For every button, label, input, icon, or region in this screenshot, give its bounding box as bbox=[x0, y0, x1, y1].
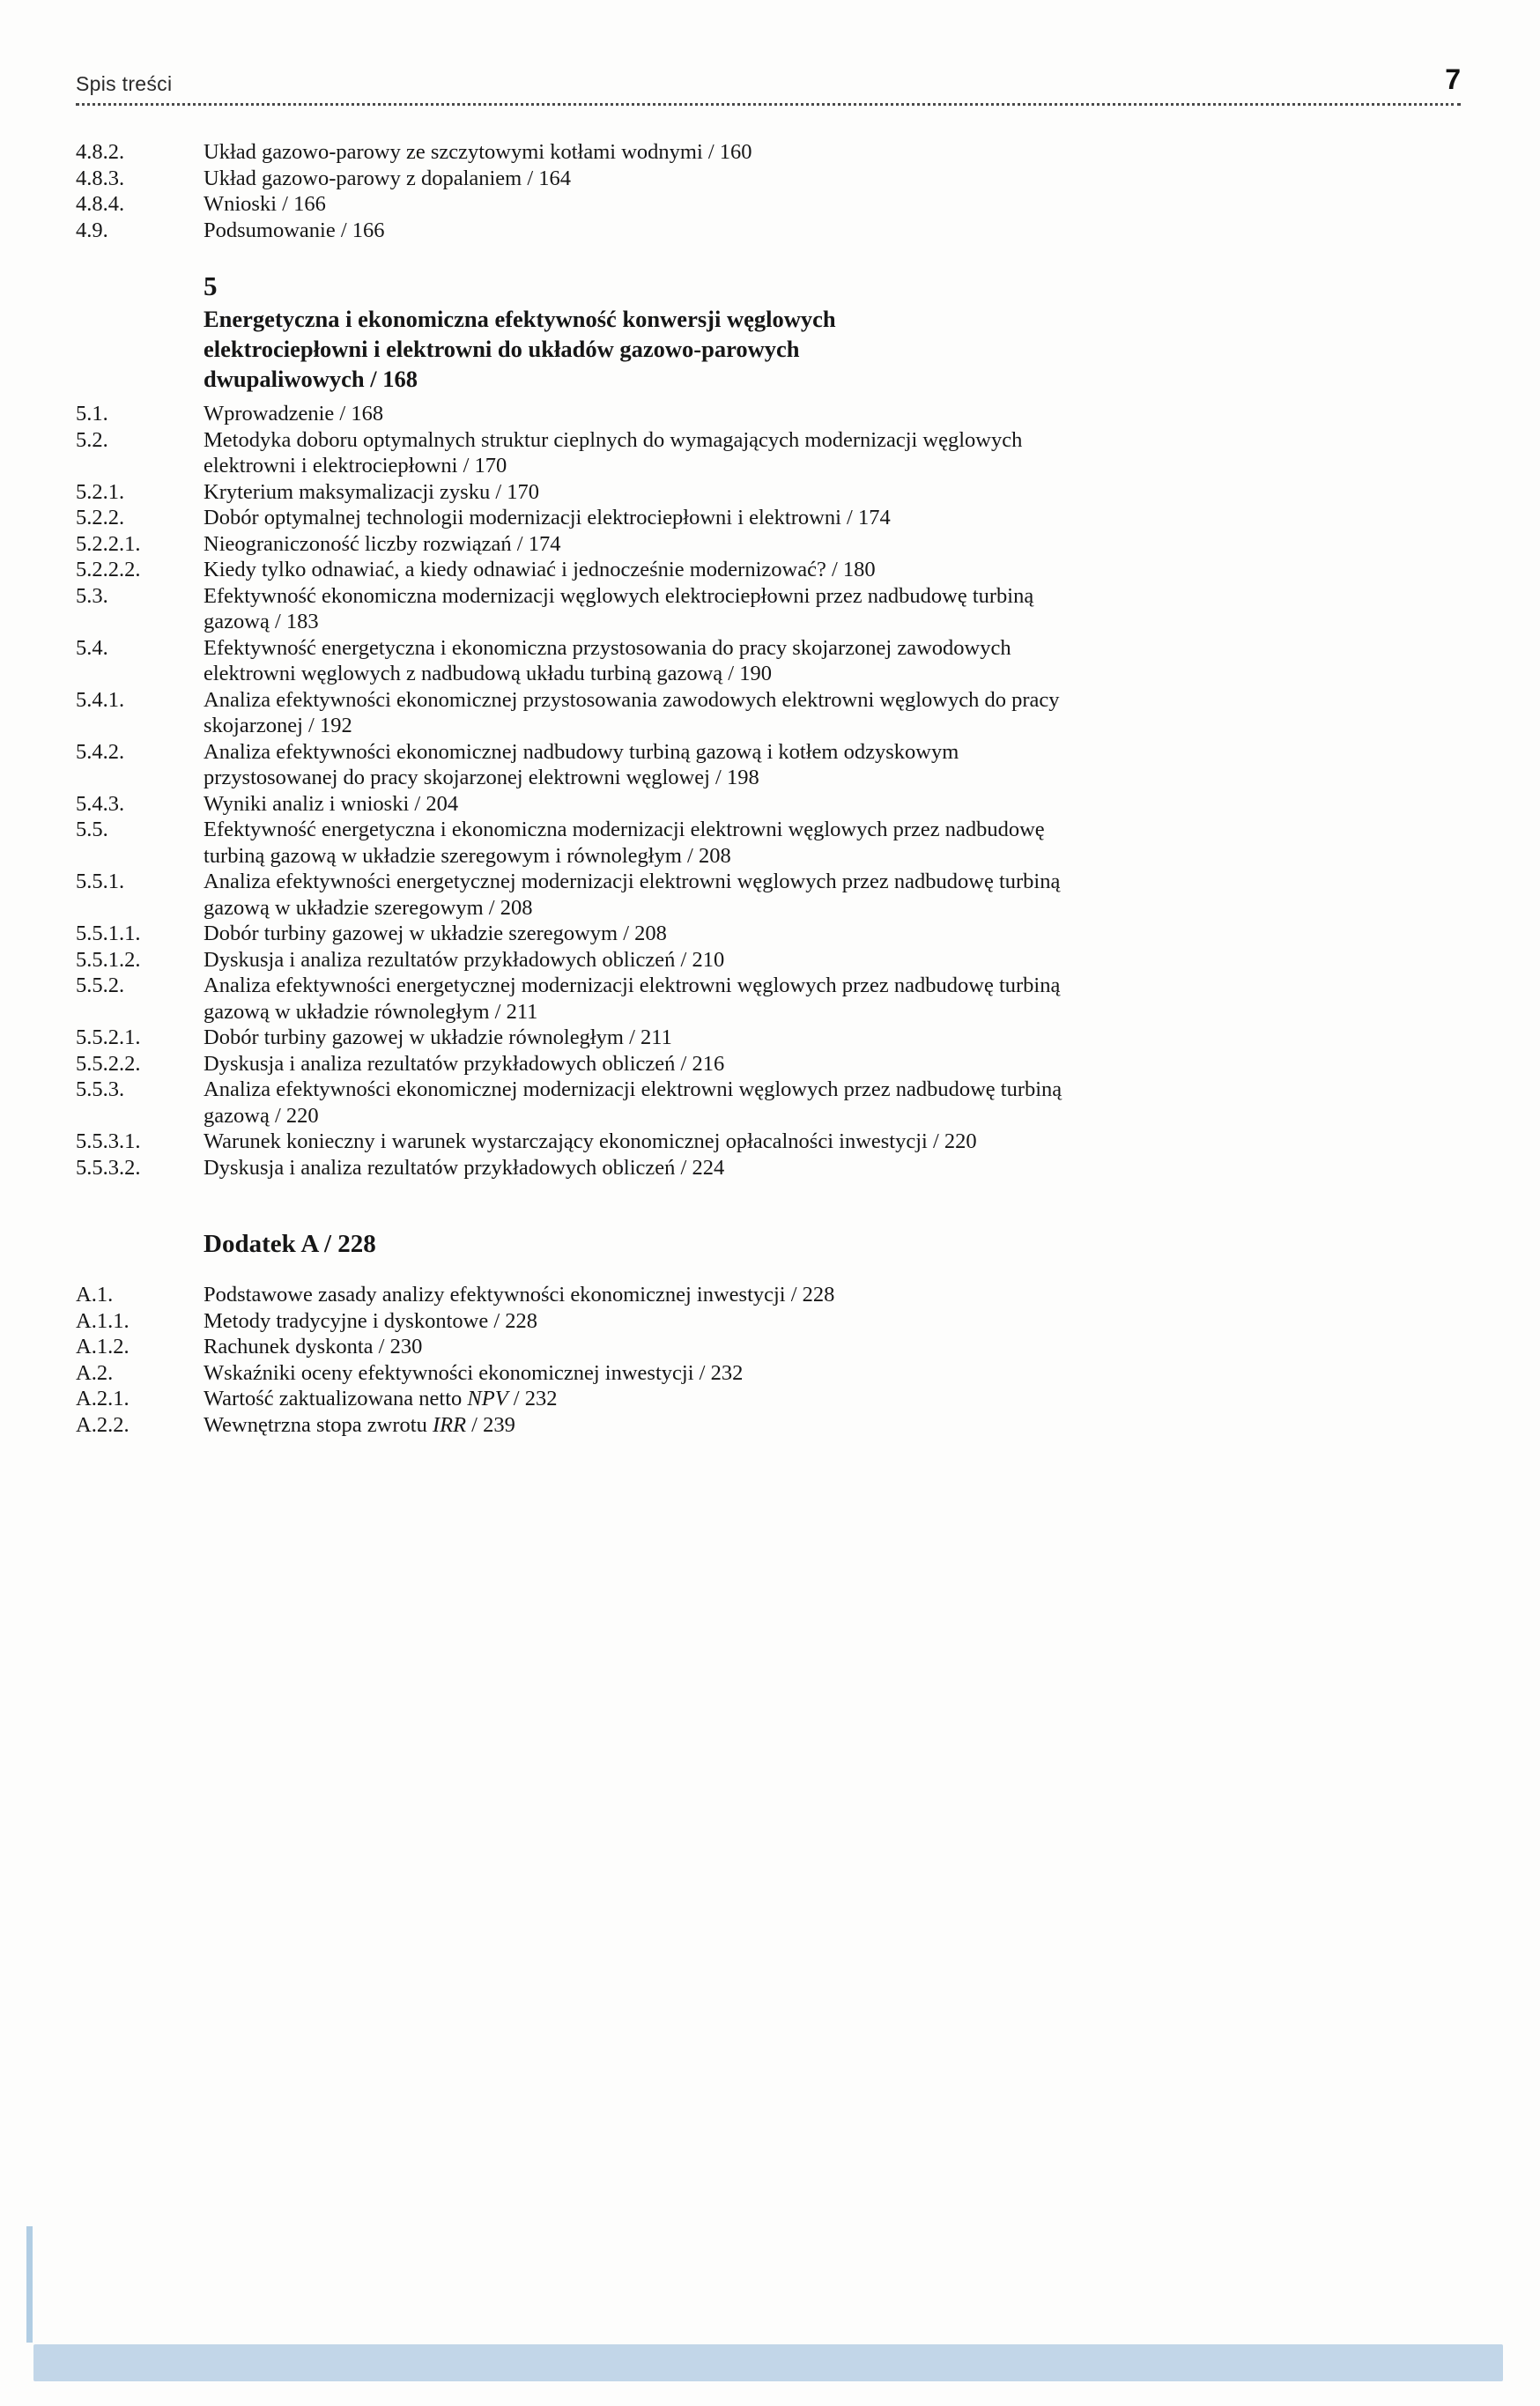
toc-entry-number: 5.4.3. bbox=[76, 791, 125, 816]
toc-entry-text: Dyskusja i analiza rezultatów przykładowych obliczeń / 216 bbox=[204, 1051, 725, 1076]
toc-entry-text: Dobór turbiny gazowej w układzie szeregowym / 208 bbox=[204, 922, 667, 945]
toc-entry-number: 5.4.1. bbox=[76, 687, 125, 712]
toc-entry-number: 5.4.2. bbox=[76, 739, 125, 764]
toc-entry-number: 5.2.2.2. bbox=[76, 558, 141, 581]
toc-entry-text: Wyniki analiz i wnioski / 204 bbox=[204, 791, 459, 816]
appendix-heading: Dodatek A / 228 bbox=[204, 1230, 376, 1258]
toc-entry-text: Efektywność energetyczna i ekonomiczna modernizacji elektrowni węglowych przez nadbudowę turbiną gazową w układzie szeregowym i równoległym / 208 bbox=[204, 818, 1045, 868]
toc-entry-text: Podsumowanie / 166 bbox=[204, 218, 385, 242]
toc-appendix-entries bbox=[76, 1282, 1461, 1438]
toc-entry-number: 4.9. bbox=[76, 218, 108, 242]
toc-entry-text: Analiza efektywności ekonomicznej nadbudowy turbiną gazową i kotłem odzyskowym przystosowanej do pracy skojarzonej elektrowni węglowej / 198 bbox=[204, 739, 959, 789]
toc-entry bbox=[76, 1386, 1461, 1412]
toc-entry-text: Efektywność ekonomiczna modernizacji węglowych elektrociepłowni przez nadbudowę turbiną gazową / 183 bbox=[204, 583, 1034, 633]
toc-entry-text: Podstawowe zasady analizy efektywności ekonomicznej inwestycji / 228 bbox=[204, 1283, 835, 1307]
toc-entry bbox=[76, 583, 1461, 635]
toc-entry-text: Wnioski / 166 bbox=[204, 192, 326, 216]
toc-entry-text: Metodyka doboru optymalnych struktur cieplnych do wymagających modernizacji węglowych elektrowni i elektrociepłowni / 170 bbox=[204, 427, 1023, 477]
toc-entry-number: A.2.1. bbox=[76, 1387, 130, 1410]
toc-entry bbox=[76, 479, 1461, 506]
header-section-label: Spis treści bbox=[76, 72, 173, 95]
toc-entry bbox=[76, 1308, 1461, 1335]
toc-entry-number: 5.3. bbox=[76, 583, 108, 608]
toc-entry-text: Analiza efektywności ekonomicznej modernizacji elektrowni węglowych przez nadbudowę turbiną gazową / 220 bbox=[204, 1077, 1062, 1128]
toc-entry-number: 5.5.1.1. bbox=[76, 922, 141, 945]
header-dotted-rule bbox=[76, 103, 1461, 106]
toc-entry-number: 5.5.1. bbox=[76, 870, 125, 893]
running-header bbox=[76, 63, 1461, 96]
toc-entry-number: 4.8.2. bbox=[76, 140, 125, 164]
toc-entry-number: A.1. bbox=[76, 1283, 114, 1307]
toc-entry-number: 5.5.3.2. bbox=[76, 1155, 141, 1180]
toc-entry bbox=[76, 869, 1461, 921]
chapter-title: Energetyczna i ekonomiczna efektywność konwersji węglowych elektrociepłowni i elektrowni do układów gazowo-parowych dwupaliwowych / 168 bbox=[204, 306, 836, 392]
toc-entry bbox=[76, 505, 1461, 531]
toc-entry bbox=[76, 427, 1461, 479]
toc-entry-number: 5.1. bbox=[76, 402, 108, 426]
toc-entry-text: Układ gazowo-parowy z dopalaniem / 164 bbox=[204, 166, 572, 190]
toc-entry-number: 5.2.2. bbox=[76, 506, 125, 529]
toc-entry-number: A.1.2. bbox=[76, 1335, 130, 1358]
toc-entry-number: 5.5.2.1. bbox=[76, 1025, 141, 1049]
toc-entry-number: 5.5.1.2. bbox=[76, 947, 141, 972]
toc-entry bbox=[76, 1282, 1461, 1308]
toc-entry-text: Kiedy tylko odnawiać, a kiedy odnawiać i jednocześnie modernizować? / 180 bbox=[204, 558, 876, 581]
chapter-heading bbox=[204, 271, 1461, 394]
toc-entry bbox=[76, 1051, 1461, 1077]
toc-entry-number: 5.2. bbox=[76, 427, 108, 452]
toc-entry-number: 5.5. bbox=[76, 818, 108, 841]
chapter-number: 5 bbox=[204, 270, 218, 301]
toc-entry bbox=[76, 1360, 1461, 1387]
toc-entry bbox=[76, 947, 1461, 974]
toc-entry bbox=[76, 687, 1461, 739]
toc-entry-number: 5.2.2.1. bbox=[76, 531, 141, 556]
toc-entry-text: Dyskusja i analiza rezultatów przykładowych obliczeń / 210 bbox=[204, 947, 725, 972]
toc-entry bbox=[76, 1077, 1461, 1129]
toc-entry-number: 4.8.3. bbox=[76, 166, 125, 190]
toc-entry-text: Wartość zaktualizowana netto NPV / 232 bbox=[204, 1387, 558, 1410]
toc-entry-text: Analiza efektywności energetycznej modernizacji elektrowni węglowych przez nadbudowę turbiną gazową w układzie szeregowym / 208 bbox=[204, 870, 1061, 920]
header-page-number: 7 bbox=[1445, 63, 1461, 95]
toc-entry-number: 5.5.3.1. bbox=[76, 1129, 141, 1153]
toc-entry bbox=[76, 635, 1461, 687]
toc-entry-number: 5.4. bbox=[76, 635, 108, 660]
toc-entry-text: Wewnętrzna stopa zwrotu IRR / 239 bbox=[204, 1412, 515, 1437]
toc-entry bbox=[76, 139, 1461, 166]
toc-entry-text: Dobór turbiny gazowej w układzie równoległym / 211 bbox=[204, 1025, 672, 1049]
toc-entry-text: Dobór optymalnej technologii modernizacji elektrociepłowni i elektrowni / 174 bbox=[204, 506, 891, 529]
toc-entry-text: Analiza efektywności ekonomicznej przystosowania zawodowych elektrowni węglowych do pracy skojarzonej / 192 bbox=[204, 687, 1060, 737]
toc-entry bbox=[76, 921, 1461, 947]
toc-entry bbox=[76, 973, 1461, 1025]
toc-entry-number: 4.8.4. bbox=[76, 192, 125, 216]
toc-entry-number: 5.5.2. bbox=[76, 974, 125, 997]
toc-entry bbox=[76, 1412, 1461, 1439]
toc-entry-number: 5.5.2.2. bbox=[76, 1051, 141, 1076]
toc-entry-text: Nieograniczoność liczby rozwiązań / 174 bbox=[204, 531, 561, 556]
toc-entry-text: Wskaźniki oceny efektywności ekonomicznej inwestycji / 232 bbox=[204, 1360, 744, 1385]
toc-entry bbox=[76, 791, 1461, 818]
scan-artifact-vertical-line bbox=[26, 2226, 33, 2343]
toc-entry-text: Efektywność energetyczna i ekonomiczna przystosowania do pracy skojarzonej zawodowych elektrowni węglowych z nadbudową układu turbiną gazową / 190 bbox=[204, 635, 1011, 685]
toc-entry bbox=[76, 166, 1461, 192]
toc-entry bbox=[76, 531, 1461, 558]
toc-entry-text: Rachunek dyskonta / 230 bbox=[204, 1335, 423, 1358]
toc-entry bbox=[76, 817, 1461, 869]
toc-entry bbox=[76, 1129, 1461, 1155]
toc-entry-text: Wprowadzenie / 168 bbox=[204, 402, 384, 426]
toc-entry bbox=[76, 191, 1461, 218]
toc-entry-number: 5.5.3. bbox=[76, 1077, 125, 1101]
toc-entry bbox=[76, 557, 1461, 583]
toc-pre-entries bbox=[76, 139, 1461, 243]
toc-entry-number: A.1.1. bbox=[76, 1308, 130, 1333]
toc-entry-text: Kryterium maksymalizacji zysku / 170 bbox=[204, 479, 540, 504]
scan-artifact-bottom-bar bbox=[33, 2344, 1503, 2381]
toc-entry bbox=[76, 1025, 1461, 1051]
toc-entry-text: Dyskusja i analiza rezultatów przykładowych obliczeń / 224 bbox=[204, 1155, 725, 1180]
toc-entry bbox=[76, 739, 1461, 791]
toc-entry bbox=[76, 1334, 1461, 1360]
toc-chapter5-entries bbox=[76, 401, 1461, 1181]
toc-entry-number: A.2. bbox=[76, 1360, 114, 1385]
toc-entry-text: Metody tradycyjne i dyskontowe / 228 bbox=[204, 1308, 538, 1333]
toc-entry-number: 5.2.1. bbox=[76, 479, 125, 504]
toc-entry-text: Warunek konieczny i warunek wystarczający ekonomicznej opłacalności inwestycji / 220 bbox=[204, 1129, 977, 1153]
toc-entry-text: Analiza efektywności energetycznej modernizacji elektrowni węglowych przez nadbudowę turbiną gazową w układzie równoległym / 211 bbox=[204, 974, 1061, 1024]
toc-entry-text: Układ gazowo-parowy ze szczytowymi kotłami wodnymi / 160 bbox=[204, 140, 752, 164]
toc-entry-number: A.2.2. bbox=[76, 1412, 130, 1437]
toc-entry bbox=[76, 1155, 1461, 1181]
toc-entry bbox=[76, 401, 1461, 427]
toc-entry bbox=[76, 218, 1461, 244]
